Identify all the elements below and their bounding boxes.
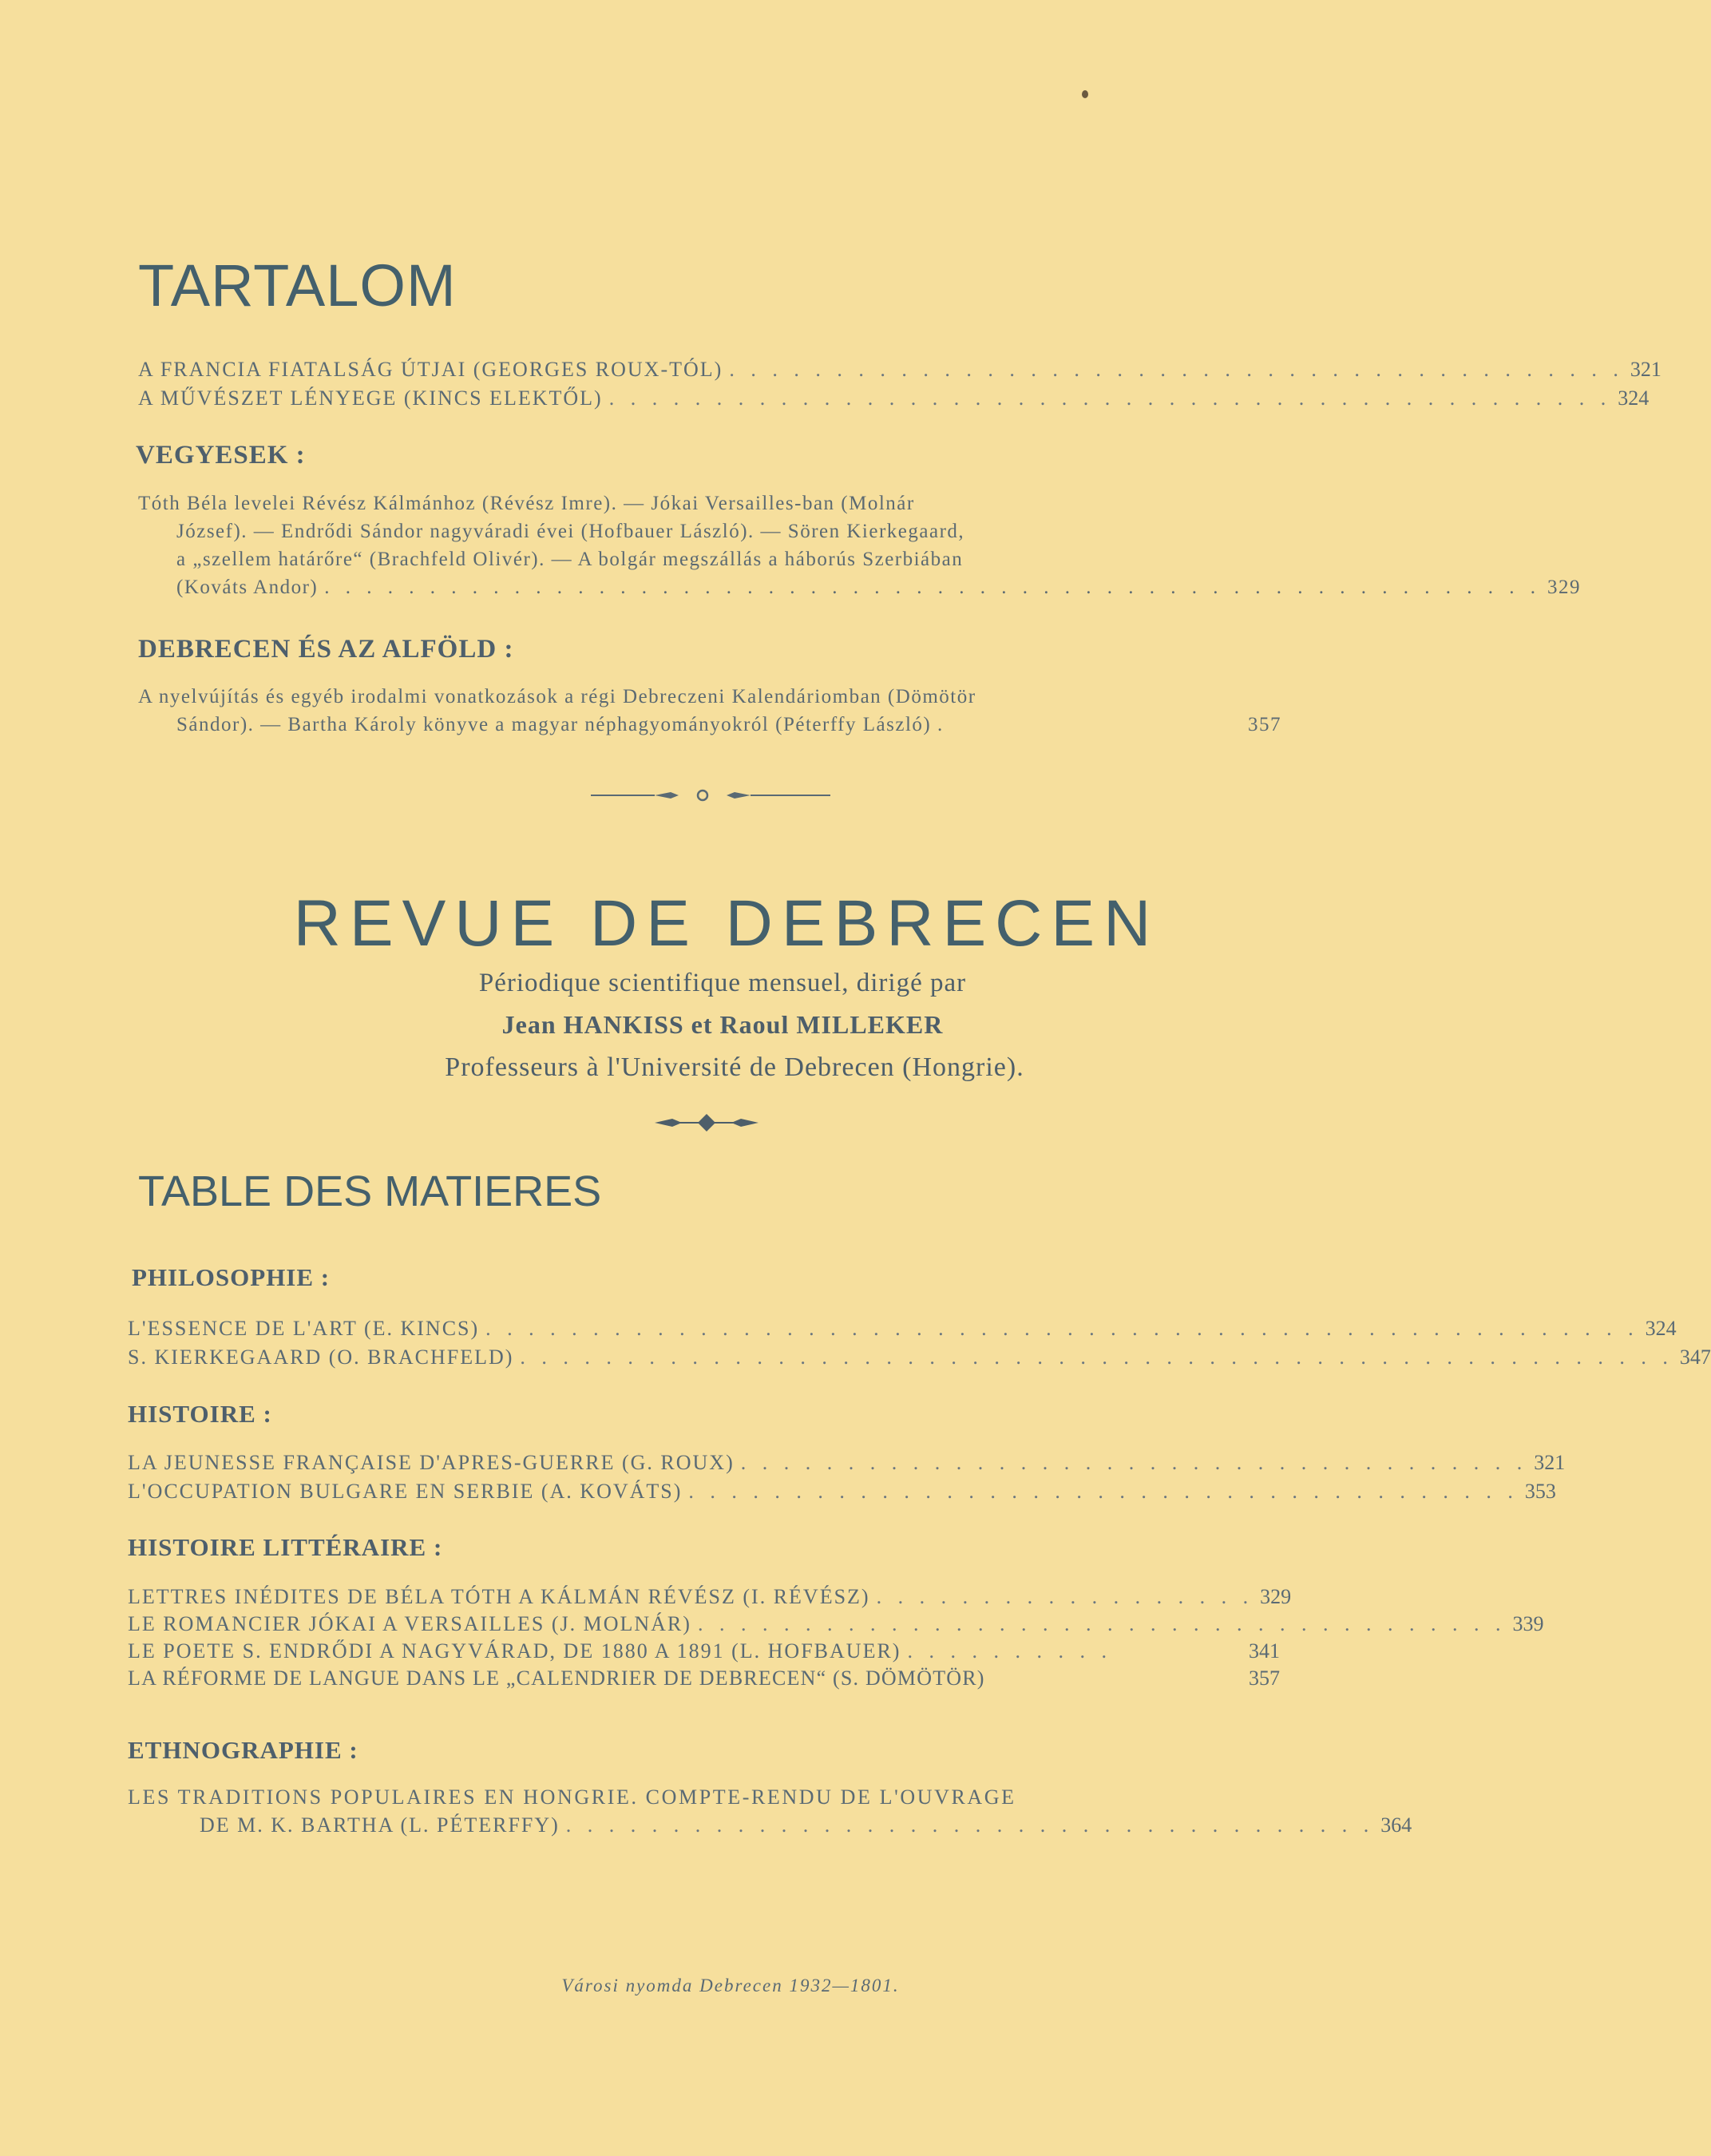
entry-page: 364: [1380, 1813, 1412, 1837]
entry-page: 341: [1249, 1639, 1280, 1663]
leader-dots: . . . . . . . . . .: [907, 1639, 1112, 1663]
toc-entry: [128, 1344, 1711, 1371]
separator-ornament: [591, 787, 830, 803]
entry-page: 321: [1534, 1451, 1566, 1474]
entry-page: 324: [1645, 1317, 1677, 1340]
leader-dots: . . . . . . . . . . . . . . . . . . . . . . . . . . . . . . . . . . . . . . . . . . . . . . . . . . . . . . . . . .: [324, 577, 1541, 598]
leader-dots: . . . . . . . . . . . . . . . . . . . . . . . . . . . . . . . . . . . . .: [740, 1451, 1528, 1474]
leader-dots: . . . . . . . . . . . . . . . . . .: [876, 1585, 1254, 1608]
leader-dots: . . . . . . . . . . . . . . . . . . . . . . . . . . . . . . . . . . . . . . . . . .: [729, 358, 1624, 381]
leader-dots: . . . . . . . . . . . . . . . . . . . . . . . . . . . . . . . . . . . . . . .: [688, 1480, 1519, 1503]
entry-page: 329: [1547, 577, 1581, 598]
toc-entry: [128, 1638, 1280, 1665]
entry-page: 339: [1512, 1612, 1544, 1635]
entry-title: S. KIERKEGAARD (O. BRACHFELD): [128, 1346, 514, 1369]
entry-page: 321: [1630, 358, 1661, 381]
leader-dots: . . . . . . . . . . . . . . . . . . . . . . . . . . . . . . . . . . . . . .: [697, 1612, 1507, 1635]
leader-dots: . . . . . . . . . . . . . . . . . . . . . . . . . . . . . . . . . . . . . .: [565, 1813, 1375, 1837]
paragraph-line: A nyelvújítás és egyéb irodalmi vonatkozások a régi Debreczeni Kalendáriomban (Dömötör: [138, 686, 976, 707]
paragraph-last-line: [138, 573, 1581, 601]
debrecen-paragraph: [138, 683, 1281, 739]
toc-entry: [128, 1583, 1292, 1611]
table-title: TABLE DES MATIERES: [138, 1167, 602, 1215]
entry-title: L'ESSENCE DE L'ART (E. KINCS): [128, 1317, 480, 1340]
tartalom-title: TARTALOM: [138, 252, 457, 319]
printer-imprint: Városi nyomda Debrecen 1932—1801.: [561, 1976, 900, 1995]
entry-title: LA RÉFORME DE LANGUE DANS LE „CALENDRIER DE DEBRECEN“ (S. DÖMÖTÖR): [128, 1667, 985, 1690]
leader-dots: . . . . . . . . . . . . . . . . . . . . . . . . . . . . . . . . . . . . . . . . . . . . . . .: [608, 386, 1612, 410]
revue-professors: Professeurs à l'Université de Debrecen (Hongrie).: [445, 1052, 1024, 1082]
entry-title: LE ROMANCIER JÓKAI A VERSAILLES (J. MOLNÁR): [128, 1612, 691, 1635]
section-heading-histoire: HISTOIRE :: [128, 1400, 272, 1428]
revue-title: REVUE DE DEBRECEN: [293, 887, 1160, 960]
section-heading-ethnographie: ETHNOGRAPHIE :: [128, 1736, 358, 1764]
toc-entry-line: [128, 1784, 1280, 1811]
toc-entry: [128, 1315, 1677, 1342]
paragraph-line-text: Sándor). — Bartha Károly könyve a magyar néphagyományokról (Péterffy László) .: [176, 714, 944, 735]
entry-page: 357: [1249, 1667, 1280, 1690]
section-heading-vegyesek: VEGYESEK :: [136, 441, 306, 470]
diamond-ornament: [655, 1112, 758, 1133]
paragraph-line: a „szellem határőre“ (Brachfeld Olivér). — A bolgár megszállás a háborús Szerbiában: [176, 549, 964, 570]
paragraph-line: József). — Endrődi Sándor nagyváradi évei (Hofbauer László). — Sören Kierkegaard,: [176, 521, 965, 542]
revue-editors: Jean HANKISS et Raoul MILLEKER: [501, 1010, 944, 1039]
entry-page: 329: [1260, 1585, 1292, 1608]
tartalom-entry: [138, 385, 1650, 412]
entry-title: LES TRADITIONS POPULAIRES EN HONGRIE. COMPTE-RENDU DE L'OUVRAGE: [128, 1785, 1016, 1809]
toc-entry: [128, 1611, 1544, 1638]
entry-title: L'OCCUPATION BULGARE EN SERBIE (A. KOVÁTS): [128, 1480, 683, 1503]
entry-page: 353: [1524, 1480, 1556, 1503]
entry-page: 324: [1618, 386, 1650, 410]
paper-speck: [1082, 90, 1088, 98]
entry-title: LETTRES INÉDITES DE BÉLA TÓTH A KÁLMÁN RÉVÉSZ (I. RÉVÉSZ): [128, 1585, 870, 1608]
entry-title: A MŰVÉSZET LÉNYEGE (KINCS ELEKTŐL): [138, 386, 603, 410]
revue-subtitle: Périodique scientifique mensuel, dirigé par: [478, 969, 967, 997]
entry-title: A FRANCIA FIATALSÁG ÚTJAI (GEORGES ROUX-TÓL): [138, 358, 723, 381]
toc-entry: [200, 1812, 1412, 1839]
tartalom-entry: [138, 356, 1661, 383]
section-heading-debrecen: DEBRECEN ÉS AZ ALFÖLD :: [138, 635, 514, 664]
entry-page: 357: [1248, 714, 1281, 735]
paragraph-line: Tóth Béla levelei Révész Kálmánhoz (Révész Imre). — Jókai Versailles-ban (Molnár: [138, 493, 915, 514]
paragraph-line-text: (Kováts Andor): [176, 577, 319, 598]
section-heading-histoire-litteraire: HISTOIRE LITTÉRAIRE :: [128, 1533, 443, 1561]
toc-entry: [128, 1665, 1280, 1692]
toc-entry: [128, 1449, 1566, 1476]
leader-dots: . . . . . . . . . . . . . . . . . . . . . . . . . . . . . . . . . . . . . . . . . . . . . . . . . . . . . .: [520, 1346, 1673, 1369]
section-heading-philosophie: PHILOSOPHIE :: [132, 1263, 331, 1291]
leader-dots: . . . . . . . . . . . . . . . . . . . . . . . . . . . . . . . . . . . . . . . . . . . . . . . . . . . . . .: [485, 1317, 1639, 1340]
toc-entry: [128, 1478, 1556, 1505]
entry-title: LE POETE S. ENDRŐDI A NAGYVÁRAD, DE 1880 A 1891 (L. HOFBAUER): [128, 1639, 901, 1663]
entry-title: LA JEUNESSE FRANÇAISE D'APRES-GUERRE (G. ROUX): [128, 1451, 735, 1474]
paragraph-last-line: [138, 711, 1281, 739]
entry-title: DE M. K. BARTHA (L. PÉTERFFY): [200, 1813, 560, 1837]
entry-page: 347: [1679, 1346, 1711, 1369]
vegyesek-paragraph: [138, 489, 1581, 601]
